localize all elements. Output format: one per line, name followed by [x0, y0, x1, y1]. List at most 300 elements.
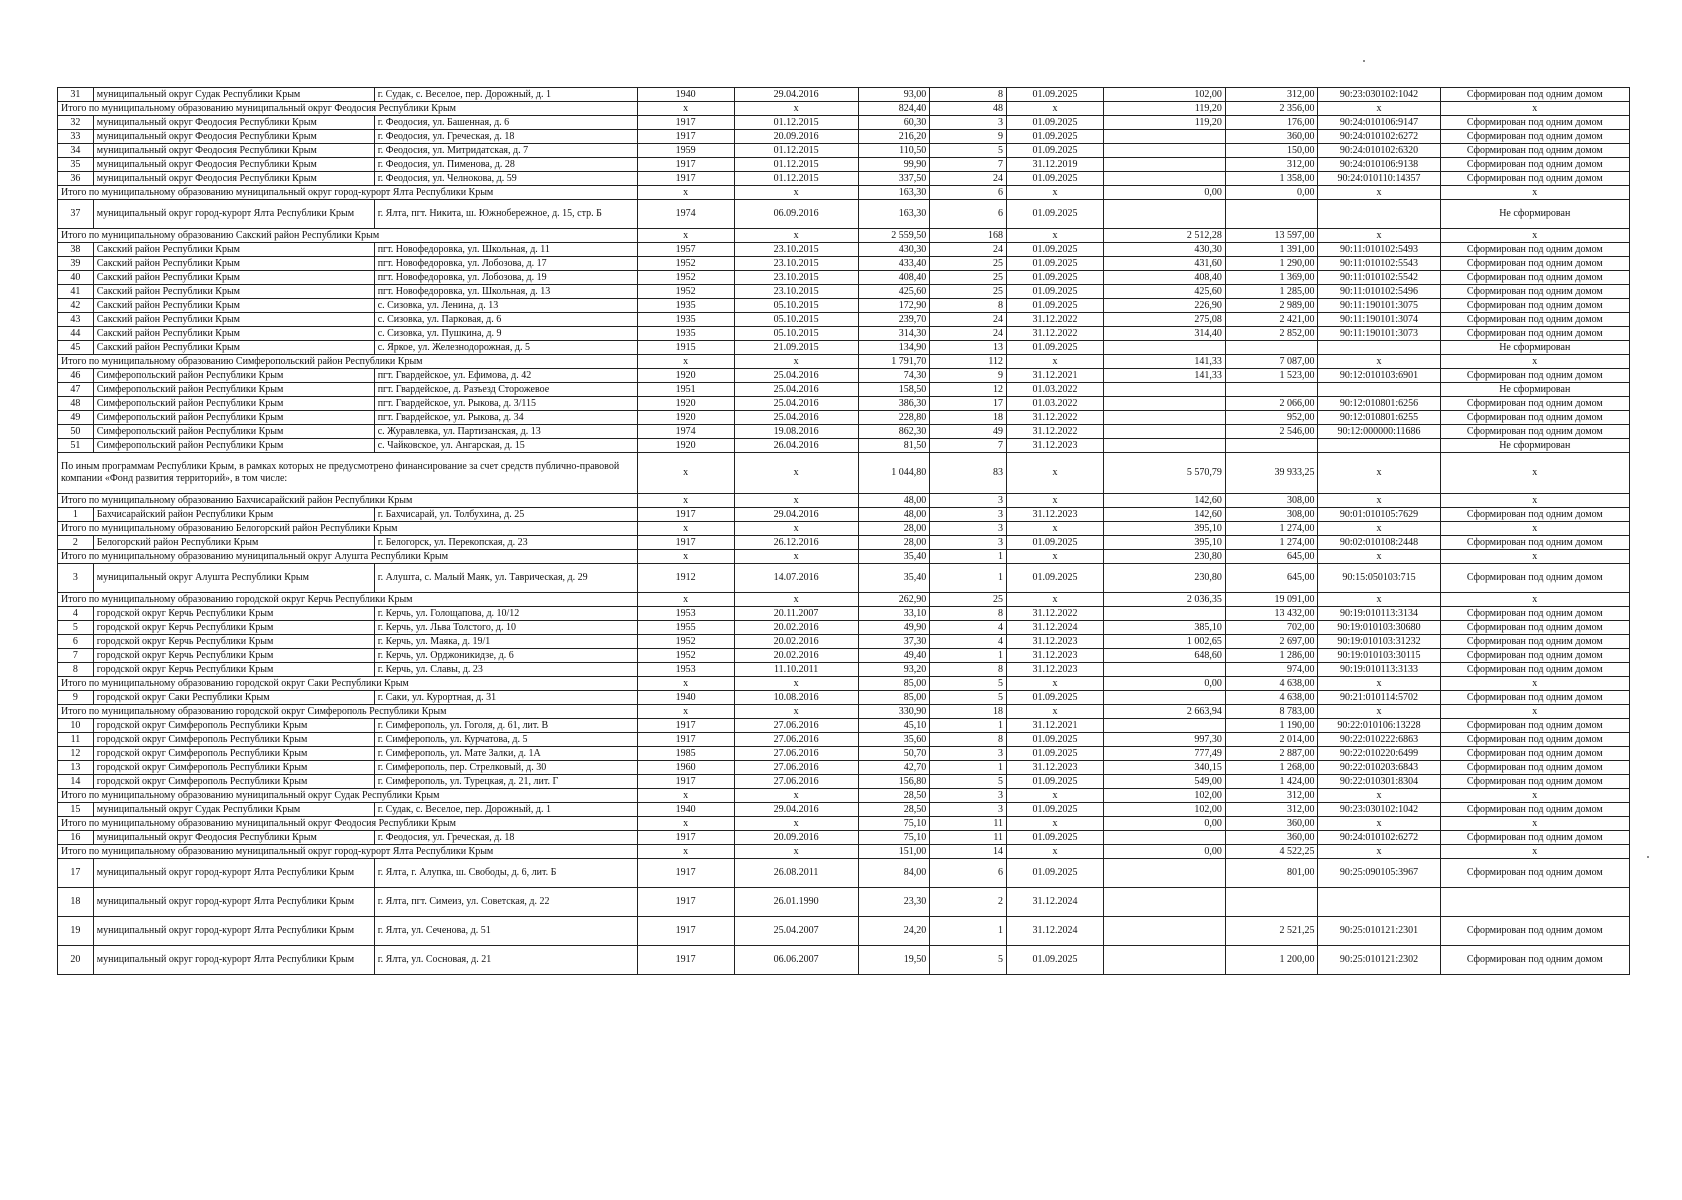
table-cell: 29.04.2016 — [734, 803, 858, 817]
table-cell: городской округ Симферополь Республики Крым — [93, 747, 374, 761]
table-cell: 06.06.2007 — [734, 946, 858, 975]
table-row — [58, 369, 1630, 383]
table-cell: 163,30 — [858, 200, 930, 229]
table-row — [58, 158, 1630, 172]
table-cell: 35,60 — [858, 733, 930, 747]
table-cell: 275,08 — [1103, 313, 1225, 327]
table-cell: 1952 — [637, 285, 734, 299]
table-cell: г. Феодосия, ул. Митридатская, д. 7 — [374, 144, 637, 158]
table-cell — [1103, 411, 1225, 425]
table-cell: 49,40 — [858, 649, 930, 663]
table-cell: х — [1440, 845, 1629, 859]
table-cell: х — [637, 494, 734, 508]
table-cell: 431,60 — [1103, 257, 1225, 271]
table-cell — [1103, 158, 1225, 172]
table-cell: 45 — [58, 341, 94, 355]
scan-speck — [1363, 60, 1365, 62]
table-cell: 01.09.2025 — [1007, 172, 1104, 186]
table-row — [58, 271, 1630, 285]
table-cell: муниципальный округ город-курорт Ялта Республики Крым — [93, 917, 374, 946]
table-cell: Сакский район Республики Крым — [93, 313, 374, 327]
table-cell: 25.04.2016 — [734, 411, 858, 425]
table-cell: Сформирован под одним домом — [1440, 803, 1629, 817]
table-row — [58, 536, 1630, 550]
table-cell: 01.09.2025 — [1007, 200, 1104, 229]
table-cell: 14.07.2016 — [734, 564, 858, 593]
subtotal-row — [58, 522, 1630, 536]
table-cell: Сформирован под одним домом — [1440, 257, 1629, 271]
table-cell: Сформирован под одним домом — [1440, 508, 1629, 522]
table-cell: 150,00 — [1225, 144, 1318, 158]
table-cell: 7 — [930, 158, 1007, 172]
table-cell: с. Чайковское, ул. Ангарская, д. 15 — [374, 439, 637, 453]
table-cell: х — [1318, 677, 1440, 691]
table-cell: 32 — [58, 116, 94, 130]
table-row — [58, 564, 1630, 593]
table-cell: 2 697,00 — [1225, 635, 1318, 649]
table-cell: 19,50 — [858, 946, 930, 975]
table-cell: х — [1318, 229, 1440, 243]
table-cell: г. Симферополь, ул. Турецкая, д. 21, лит. Г — [374, 775, 637, 789]
table-cell: 16 — [58, 831, 94, 845]
table-cell: 8 — [930, 663, 1007, 677]
table-cell: 2 — [930, 888, 1007, 917]
table-cell: 05.10.2015 — [734, 327, 858, 341]
table-cell: 8 — [930, 299, 1007, 313]
table-cell: 20.11.2007 — [734, 607, 858, 621]
table-cell: 1 369,00 — [1225, 271, 1318, 285]
table-cell: 102,00 — [1103, 88, 1225, 102]
table-cell: 1 791,70 — [858, 355, 930, 369]
table-cell: х — [1007, 705, 1104, 719]
table-cell: х — [734, 789, 858, 803]
table-cell: 8 — [930, 88, 1007, 102]
table-cell — [1103, 719, 1225, 733]
table-cell: х — [734, 355, 858, 369]
table-cell: 1917 — [637, 859, 734, 888]
table-cell: 1952 — [637, 271, 734, 285]
table-cell: 395,10 — [1103, 522, 1225, 536]
table-cell: 228,80 — [858, 411, 930, 425]
table-cell: 1940 — [637, 88, 734, 102]
table-row — [58, 425, 1630, 439]
table-cell: 11 — [930, 831, 1007, 845]
table-cell: Симферопольский район Республики Крым — [93, 369, 374, 383]
table-cell: х — [734, 593, 858, 607]
table-cell: 90:24:010110:14357 — [1318, 172, 1440, 186]
table-cell: 1959 — [637, 144, 734, 158]
table-row — [58, 411, 1630, 425]
table-cell: Не сформирован — [1440, 439, 1629, 453]
table-cell: 49 — [58, 411, 94, 425]
table-cell: 1 190,00 — [1225, 719, 1318, 733]
table-cell: 01.09.2025 — [1007, 536, 1104, 550]
table-cell: х — [637, 186, 734, 200]
table-cell: 312,00 — [1225, 789, 1318, 803]
table-cell: Сформирован под одним домом — [1440, 271, 1629, 285]
table-cell: 952,00 — [1225, 411, 1318, 425]
table-cell: 0,00 — [1103, 186, 1225, 200]
table-cell: 90:19:010103:30115 — [1318, 649, 1440, 663]
table-cell: городской округ Керчь Республики Крым — [93, 621, 374, 635]
table-cell: 226,90 — [1103, 299, 1225, 313]
table-cell: 312,00 — [1225, 803, 1318, 817]
table-cell: муниципальный округ город-курорт Ялта Республики Крым — [93, 859, 374, 888]
table-row — [58, 200, 1630, 229]
table-cell: 90:24:010102:6272 — [1318, 831, 1440, 845]
table-cell: 112 — [930, 355, 1007, 369]
table-cell: 28,50 — [858, 789, 930, 803]
table-cell: г. Ялта, пгт. Никита, ш. Южнобережное, д. 15, стр. Б — [374, 200, 637, 229]
table-cell: 01.09.2025 — [1007, 299, 1104, 313]
table-cell: х — [1440, 677, 1629, 691]
table-cell: 90:19:010113:3134 — [1318, 607, 1440, 621]
table-cell: г. Феодосия, ул. Челнокова, д. 59 — [374, 172, 637, 186]
table-cell: 2 — [58, 536, 94, 550]
table-cell: Сформирован под одним домом — [1440, 691, 1629, 705]
table-cell: г. Ялта, пгт. Симеиз, ул. Советская, д. 22 — [374, 888, 637, 917]
table-cell: 801,00 — [1225, 859, 1318, 888]
table-cell: 35 — [58, 158, 94, 172]
table-cell — [1103, 383, 1225, 397]
table-cell: 24 — [930, 313, 1007, 327]
table-cell: 9 — [58, 691, 94, 705]
table-cell: 93,00 — [858, 88, 930, 102]
table-cell: х — [637, 522, 734, 536]
table-cell: 31.12.2022 — [1007, 425, 1104, 439]
table-cell: 35,40 — [858, 550, 930, 564]
table-cell: 13 597,00 — [1225, 229, 1318, 243]
table-cell: х — [1007, 229, 1104, 243]
subtotal-row — [58, 677, 1630, 691]
table-cell: 1917 — [637, 733, 734, 747]
table-cell: 1935 — [637, 313, 734, 327]
table-cell: 01.09.2025 — [1007, 831, 1104, 845]
table-cell: Сформирован под одним домом — [1440, 607, 1629, 621]
table-cell: 01.09.2025 — [1007, 341, 1104, 355]
table-cell: 1917 — [637, 719, 734, 733]
table-cell: х — [1440, 705, 1629, 719]
table-cell: 1974 — [637, 425, 734, 439]
table-cell: 142,60 — [1103, 508, 1225, 522]
table-cell: 24,20 — [858, 917, 930, 946]
table-cell: 1917 — [637, 917, 734, 946]
table-cell: 75,10 — [858, 831, 930, 845]
table-row — [58, 663, 1630, 677]
table-cell: Сформирован под одним домом — [1440, 411, 1629, 425]
table-cell: х — [1007, 593, 1104, 607]
table-cell: 4 522,25 — [1225, 845, 1318, 859]
table-cell: 163,30 — [858, 186, 930, 200]
table-cell: 15 — [58, 803, 94, 817]
table-cell: пгт. Новофедоровка, ул. Школьная, д. 11 — [374, 243, 637, 257]
table-cell: 49 — [930, 425, 1007, 439]
table-cell: Сформирован под одним домом — [1440, 116, 1629, 130]
table-cell: 60,30 — [858, 116, 930, 130]
table-cell: г. Ялта, ул. Сосновая, д. 21 — [374, 946, 637, 975]
table-cell: 35,40 — [858, 564, 930, 593]
table-cell: х — [637, 789, 734, 803]
table-cell: 90:25:010121:2301 — [1318, 917, 1440, 946]
table-cell: Сформирован под одним домом — [1440, 859, 1629, 888]
table-cell: 216,20 — [858, 130, 930, 144]
subtotal-label: Итого по муниципальному образованию муниципальный округ Феодосия Республики Крым — [58, 817, 638, 831]
table-cell: 01.09.2025 — [1007, 271, 1104, 285]
table-cell: 90:25:010121:2302 — [1318, 946, 1440, 975]
table-cell: 1915 — [637, 341, 734, 355]
table-cell: 1 391,00 — [1225, 243, 1318, 257]
table-cell: 85,00 — [858, 677, 930, 691]
table-cell: 2 887,00 — [1225, 747, 1318, 761]
table-cell: 14 — [930, 845, 1007, 859]
table-cell: 2 559,50 — [858, 229, 930, 243]
subtotal-row — [58, 229, 1630, 243]
table-cell: х — [1007, 677, 1104, 691]
subtotal-label: Итого по муниципальному образованию городской округ Симферополь Республики Крым — [58, 705, 638, 719]
table-row — [58, 917, 1630, 946]
subtotal-label: Итого по муниципальному образованию городской округ Керчь Республики Крым — [58, 593, 638, 607]
table-cell: 1 290,00 — [1225, 257, 1318, 271]
table-cell: 3 — [930, 494, 1007, 508]
table-cell: х — [734, 494, 858, 508]
subtotal-label: Итого по муниципальному образованию Симферопольский район Республики Крым — [58, 355, 638, 369]
table-cell: 43 — [58, 313, 94, 327]
table-cell: 1912 — [637, 564, 734, 593]
table-cell: 90:11:010102:5493 — [1318, 243, 1440, 257]
table-cell: 31.12.2024 — [1007, 917, 1104, 946]
table-cell: г. Симферополь, ул. Мате Залки, д. 1А — [374, 747, 637, 761]
table-cell — [1225, 888, 1318, 917]
table-cell: 39 — [58, 257, 94, 271]
table-cell: 39 933,25 — [1225, 453, 1318, 494]
table-cell: 3 — [930, 116, 1007, 130]
table-cell: 31.12.2019 — [1007, 158, 1104, 172]
table-cell: 102,00 — [1103, 803, 1225, 817]
table-cell: 90:11:190101:3074 — [1318, 313, 1440, 327]
subtotal-label: Итого по муниципальному образованию муниципальный округ город-курорт Ялта Республики Крым — [58, 186, 638, 200]
table-cell: 262,90 — [858, 593, 930, 607]
table-cell: 90:12:010801:6255 — [1318, 411, 1440, 425]
table-cell: Сформирован под одним домом — [1440, 564, 1629, 593]
table-cell: 01.09.2025 — [1007, 285, 1104, 299]
table-cell: 01.12.2015 — [734, 144, 858, 158]
table-cell: Бахчисарайский район Республики Крым — [93, 508, 374, 522]
table-cell: 26.08.2011 — [734, 859, 858, 888]
table-cell: 7 — [58, 649, 94, 663]
table-row — [58, 116, 1630, 130]
table-cell: 51 — [58, 439, 94, 453]
table-cell: 6 — [930, 859, 1007, 888]
table-cell: 12 — [930, 383, 1007, 397]
table-cell: 1974 — [637, 200, 734, 229]
table-cell: 2 036,35 — [1103, 593, 1225, 607]
table-cell: 28,00 — [858, 536, 930, 550]
table-cell: 27.06.2016 — [734, 719, 858, 733]
table-row — [58, 327, 1630, 341]
table-cell: г. Керчь, ул. Славы, д. 23 — [374, 663, 637, 677]
table-cell: Сакский район Республики Крым — [93, 285, 374, 299]
table-cell: 90:24:010106:9147 — [1318, 116, 1440, 130]
table-cell: Не сформирован — [1440, 200, 1629, 229]
table-cell: 6 — [930, 186, 1007, 200]
table-cell: х — [637, 102, 734, 116]
table-cell: 90:19:010113:3133 — [1318, 663, 1440, 677]
table-cell: 25 — [930, 593, 1007, 607]
table-cell: 1 268,00 — [1225, 761, 1318, 775]
table-cell: 33 — [58, 130, 94, 144]
table-row — [58, 747, 1630, 761]
table-cell: 3 — [930, 789, 1007, 803]
table-cell: 81,50 — [858, 439, 930, 453]
table-cell: 1 — [930, 564, 1007, 593]
table-cell: 01.12.2015 — [734, 116, 858, 130]
table-cell: 1920 — [637, 439, 734, 453]
table-cell: 5 — [930, 144, 1007, 158]
table-cell: 74,30 — [858, 369, 930, 383]
table-row — [58, 341, 1630, 355]
table-row — [58, 859, 1630, 888]
table-cell: х — [637, 229, 734, 243]
table-cell: 360,00 — [1225, 130, 1318, 144]
table-cell: 41 — [58, 285, 94, 299]
table-cell: 824,40 — [858, 102, 930, 116]
table-cell: 11 — [58, 733, 94, 747]
table-cell: пгт. Гвардейское, ул. Ефимова, д. 42 — [374, 369, 637, 383]
table-cell: 645,00 — [1225, 550, 1318, 564]
table-cell: 1 286,00 — [1225, 649, 1318, 663]
table-cell: х — [1007, 550, 1104, 564]
table-cell: 01.09.2025 — [1007, 257, 1104, 271]
table-cell — [1225, 439, 1318, 453]
table-cell: 24 — [930, 243, 1007, 257]
table-cell: Сформирован под одним домом — [1440, 285, 1629, 299]
table-row — [58, 621, 1630, 635]
table-cell: Сформирован под одним домом — [1440, 88, 1629, 102]
table-cell: 1935 — [637, 299, 734, 313]
table-cell: 1917 — [637, 158, 734, 172]
table-cell: 997,30 — [1103, 733, 1225, 747]
table-row — [58, 257, 1630, 271]
table-cell: х — [1440, 593, 1629, 607]
table-cell: 75,10 — [858, 817, 930, 831]
table-cell: х — [1318, 845, 1440, 859]
table-cell: 26.01.1990 — [734, 888, 858, 917]
table-row — [58, 649, 1630, 663]
table-cell: 20.02.2016 — [734, 621, 858, 635]
table-cell: 330,90 — [858, 705, 930, 719]
table-cell: 90:24:010102:6320 — [1318, 144, 1440, 158]
table-cell: 110,50 — [858, 144, 930, 158]
table-cell: 31 — [58, 88, 94, 102]
table-cell: Сформирован под одним домом — [1440, 172, 1629, 186]
table-row — [58, 439, 1630, 453]
table-cell: г. Алушта, с. Малый Маяк, ул. Таврическая, д. 29 — [374, 564, 637, 593]
table-cell: х — [1007, 789, 1104, 803]
table-row — [58, 508, 1630, 522]
table-body — [58, 88, 1630, 975]
subtotal-row — [58, 817, 1630, 831]
table-cell: х — [1007, 817, 1104, 831]
subtotal-label: Итого по муниципальному образованию городской округ Саки Республики Крым — [58, 677, 638, 691]
table-cell: г. Керчь, ул. Льва Толстого, д. 10 — [374, 621, 637, 635]
table-cell: с. Яркое, ул. Железнодорожная, д. 5 — [374, 341, 637, 355]
table-row — [58, 775, 1630, 789]
table-cell: муниципальный округ город-курорт Ялта Республики Крым — [93, 888, 374, 917]
table-cell: 10.08.2016 — [734, 691, 858, 705]
table-cell: городской округ Симферополь Республики Крым — [93, 733, 374, 747]
table-cell: 25 — [930, 257, 1007, 271]
table-cell: 1 424,00 — [1225, 775, 1318, 789]
table-cell: 26.04.2016 — [734, 439, 858, 453]
table-cell: Сформирован под одним домом — [1440, 747, 1629, 761]
table-cell: 50 — [58, 425, 94, 439]
table-cell — [1440, 888, 1629, 917]
table-cell: 1940 — [637, 691, 734, 705]
table-cell: 4 638,00 — [1225, 677, 1318, 691]
table-cell: х — [734, 705, 858, 719]
table-cell: х — [637, 845, 734, 859]
table-cell: 433,40 — [858, 257, 930, 271]
table-cell: 33,10 — [858, 607, 930, 621]
table-cell: 31.12.2023 — [1007, 761, 1104, 775]
table-cell: г. Ялта, г. Алупка, ш. Свободы, д. 6, лит. Б — [374, 859, 637, 888]
table-cell: 7 — [930, 439, 1007, 453]
table-cell: пгт. Гвардейское, ул. Рыкова, д. 34 — [374, 411, 637, 425]
table-cell: городской округ Симферополь Республики Крым — [93, 775, 374, 789]
table-cell: 01.03.2022 — [1007, 397, 1104, 411]
table-cell: Сформирован под одним домом — [1440, 397, 1629, 411]
table-cell: 1917 — [637, 130, 734, 144]
table-cell: пгт. Новофедоровка, ул. Лобозова, д. 17 — [374, 257, 637, 271]
table-cell — [1318, 341, 1440, 355]
table-cell: 3 — [930, 803, 1007, 817]
table-cell: 4 — [930, 635, 1007, 649]
table-cell: г. Керчь, ул. Маяка, д. 19/1 — [374, 635, 637, 649]
table-cell: 3 — [930, 536, 1007, 550]
table-row — [58, 888, 1630, 917]
table-cell: г. Симферополь, пер. Стрелковый, д. 30 — [374, 761, 637, 775]
table-cell: х — [1318, 522, 1440, 536]
table-cell: 90:22:010203:6843 — [1318, 761, 1440, 775]
table-cell: 83 — [930, 453, 1007, 494]
table-cell: 5 — [930, 946, 1007, 975]
table-cell: 17 — [58, 859, 94, 888]
table-cell: 2 356,00 — [1225, 102, 1318, 116]
table-cell: Сформирован под одним домом — [1440, 144, 1629, 158]
table-cell: 142,60 — [1103, 494, 1225, 508]
table-cell: г. Симферополь, ул. Курчатова, д. 5 — [374, 733, 637, 747]
table-cell: 5 — [930, 775, 1007, 789]
table-cell: 385,10 — [1103, 621, 1225, 635]
table-cell: 25.04.2016 — [734, 383, 858, 397]
subtotal-row — [58, 593, 1630, 607]
table-cell: 2 066,00 — [1225, 397, 1318, 411]
table-cell: 119,20 — [1103, 102, 1225, 116]
table-cell: 1920 — [637, 397, 734, 411]
table-cell: 702,00 — [1225, 621, 1318, 635]
table-cell: 1917 — [637, 831, 734, 845]
table-cell: 29.04.2016 — [734, 508, 858, 522]
table-cell: 2 512,28 — [1103, 229, 1225, 243]
table-cell: 90:24:010106:9138 — [1318, 158, 1440, 172]
table-cell: г. Керчь, ул. Орджоникидзе, д. 6 — [374, 649, 637, 663]
subtotal-label: Итого по муниципальному образованию Белогорский район Республики Крым — [58, 522, 638, 536]
table-cell: 1917 — [637, 116, 734, 130]
table-cell: муниципальный округ Феодосия Республики Крым — [93, 144, 374, 158]
table-cell: 312,00 — [1225, 88, 1318, 102]
table-cell: 01.09.2025 — [1007, 946, 1104, 975]
table-cell: Сакский район Республики Крым — [93, 327, 374, 341]
